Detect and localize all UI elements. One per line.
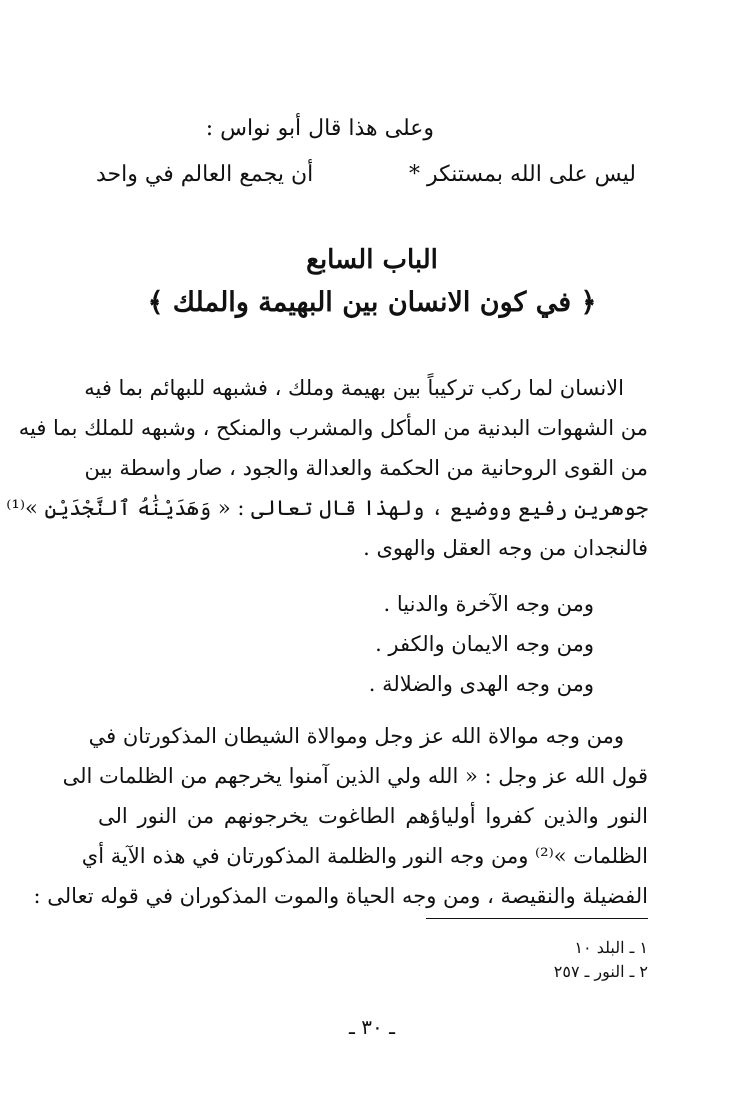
paragraph-line: الفضيلة والنقيصة ، ومن وجه الحياة والموت المذكوران في قوله تعالى : <box>33 884 648 908</box>
paragraph-line: من الشهوات البدنية من المأكل والمشرب والمنكح ، وشبهه للملك بما فيه <box>18 416 648 440</box>
paragraph-line: قول الله عز وجل : « الله ولي الذين آمنوا يخرجهم من الظلمات الى <box>62 764 648 788</box>
page-number: ـ ٣٠ ـ <box>349 1015 395 1039</box>
list-item: ومن وجه الآخرة والدنيا . <box>383 592 594 616</box>
footnotes <box>554 936 648 984</box>
footnote: ٢ ـ النور ـ ٢٥٧ <box>553 962 648 981</box>
paragraph-line: فالنجدان من وجه العقل والهوى . <box>363 536 648 560</box>
paragraph-line: الظلمات »⁽²⁾ ومن وجه النور والظلمة المذكورتان في هذه الآية أي <box>81 844 648 868</box>
paragraph-line: من القوى الروحانية من الحكمة والعدالة والجود ، صار واسطة بين <box>84 456 648 480</box>
chapter-title: الباب السابع <box>306 245 438 275</box>
paragraph-line: النور والذين كفروا أولياؤهم الطاغوت يخرجونهم من النور الى <box>98 804 648 828</box>
intro-line: وعلى هذا قال أبو نواس : <box>205 116 434 141</box>
chapter-subtitle: ﴿ في كون الانسان بين البهيمة والملك ﴾ <box>147 287 597 318</box>
paragraph-line: ومن وجه موالاة الله عز وجل وموالاة الشيطان المذكورتان في <box>88 724 624 748</box>
verse-second-hemistich: أن يجمع العالم في واحد <box>96 162 314 187</box>
paragraph-1 <box>6 368 648 568</box>
poetry-verse <box>96 158 636 192</box>
verse-first-hemistich <box>409 158 636 192</box>
aspects-list <box>369 584 594 704</box>
paragraph-line: الانسان لما ركب تركيباً بين بهيمة وملك ، فشبهه للبهائم بما فيه <box>84 376 624 400</box>
paragraph-line: جوهرين رفيع ووضيع ، ولهذا قال تعالى : « وَهَدَيْنَٰهُ ٱلنَّجْدَيْنِ »⁽¹⁾ <box>6 496 648 520</box>
footnote: ١ ـ البلد ١٠ <box>574 938 648 957</box>
list-item: ومن وجه الهدى والضلالة . <box>368 672 594 696</box>
paragraph-2 <box>33 716 648 916</box>
footnote-divider <box>426 918 648 919</box>
verse-separator: * <box>408 162 420 187</box>
list-item: ومن وجه الايمان والكفر . <box>375 632 594 656</box>
verse-first-text: ليس على الله بمستنكر <box>426 162 636 187</box>
